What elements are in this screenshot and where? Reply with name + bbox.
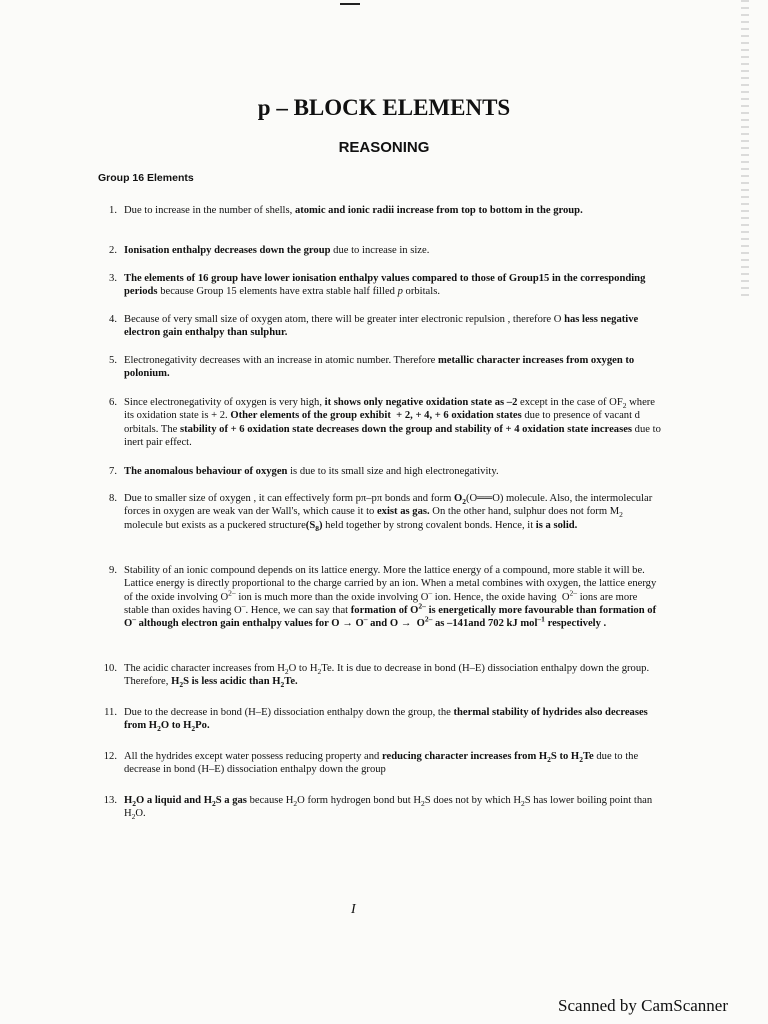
- item-text: The elements of 16 group have lower ionisation enthalpy values compared to those of Group15 in the corresponding periods because Group 15 elements have extra stable half filled p orbitals.: [124, 273, 646, 298]
- item-number: 3.: [109, 273, 117, 284]
- item-text: Ionisation enthalpy decreases down the group due to increase in size.: [124, 245, 430, 256]
- item-text: Because of very small size of oxygen atom, there will be greater inter electronic repulsion , therefore O has less negative electron gain enthalpy than sulphur.: [124, 314, 639, 339]
- scanner-watermark: Scanned by CamScanner: [558, 996, 728, 1015]
- page-mark: I: [351, 902, 356, 917]
- item-number: 2.: [109, 245, 117, 256]
- item-text: All the hydrides except water possess reducing property and reducing character increases from $H_2S$ to $H_2Te$ due to the decrease in bond (H–E) dissociation enthalpy down the group: [124, 751, 639, 776]
- section-heading: Group 16 Elements: [98, 172, 194, 184]
- item-text: Since electronegativity of oxygen is very high, it shows only negative oxidation state as –2 except in the case of $OF_2$ where its oxidation state is + 2. Other elements of the group exhibit + 2, + 4, + 6 oxidation states due to presence of vacant d orbitals. The stability of + 6 oxidation state decreases down the group and stability of + 4 oxidation state increases due to inert pair effect.: [124, 397, 661, 448]
- item-number: 11.: [104, 707, 117, 718]
- item-number: 13.: [103, 795, 117, 806]
- item-number: 7.: [109, 466, 117, 477]
- item-text: $H_2O$ a liquid and $H_2S$ a gas because $H_2O$ form hydrogen bond but $H_2S$ does not by which $H_2S$ has lower boiling point than $H_2O$.: [124, 795, 653, 822]
- item-text: Due to increase in the number of shells, atomic and ionic radii increase from top to bottom in the group.: [124, 205, 583, 216]
- item-text: The anomalous behaviour of oxygen is due to its small size and high electronegativity.: [124, 466, 499, 477]
- page-title: p – BLOCK ELEMENTS: [257, 95, 511, 120]
- item-text: Due to smaller size of oxygen , it can effectively form pπ–pπ bonds and form $O_2(O══O)$ molecule. Also, the intermolecular forces in oxygen are weak van der Wall's, which cause it to exist as gas. On the other hand, sulphur does not form $M_2$ molecule but exists as a puckered $structure(S_8)$ held together by strong covalent bonds. Hence, it is a solid.: [124, 493, 653, 533]
- page-subtitle: REASONING: [338, 139, 430, 156]
- item-number: 6.: [109, 397, 117, 408]
- item-number: 10.: [103, 663, 117, 674]
- item-number: 1.: [109, 205, 117, 216]
- item-number: 12.: [103, 751, 117, 762]
- item-text: Due to the decrease in bond (H–E) dissociation enthalpy down the group, the thermal stability of hydrides also decreases from $H_2O$ to $H_2Po$.: [124, 707, 648, 734]
- item-number: 9.: [109, 565, 117, 576]
- item-text: The acidic character increases from $H_2O$ to $H_2Te$. It is due to decrease in bond (H–E) dissociation enthalpy down the group. Therefore, $H_2S$ is less acidic than $H_2Te$.: [124, 663, 650, 690]
- item-number: 5.: [109, 355, 117, 366]
- scan-mark: [340, 3, 360, 5]
- item-number: 4.: [109, 314, 117, 325]
- item-text: Electronegativity decreases with an increase in atomic number. Therefore metallic character increases from oxygen to polonium.: [124, 355, 635, 380]
- item-number: 8.: [109, 493, 117, 504]
- item-text: Stability of an ionic compound depends on its lattice energy. More the lattice energy of a compound, more stable it will be. Lattice energy is directly proportional to the charge carried by an ion. When a metal combines with oxygen, the lattice energy of the oxide involving $O^{2-}$ ion is much more than the oxide involving O– ion. Hence, the oxide having $O^{2-}$ ions are more stable than oxides having O–. Hence, we can say that formation of $O^{2-}$ is energetically more favourable than formation of O– although electron gain enthalpy values for O → O– and $O \to O^{2-}$ as –141and 702 kJ mol$^{-1}$ respectively .: [124, 565, 657, 630]
